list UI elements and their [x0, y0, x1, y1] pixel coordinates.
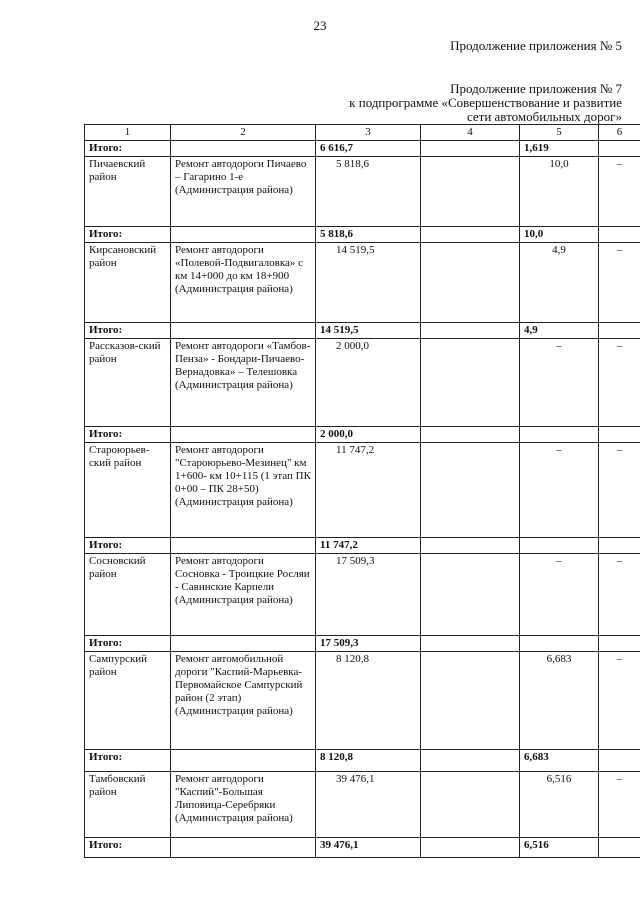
empty-cell: [421, 443, 520, 538]
total-empty: [599, 750, 640, 772]
empty-cell: [421, 339, 520, 427]
total-col5: 1,619: [520, 141, 599, 157]
district-name: Рассказов-ский район: [85, 339, 171, 427]
total-amount: 17 509,3: [316, 636, 421, 652]
total-empty: [171, 750, 316, 772]
table-row: [85, 772, 640, 838]
total-label: Итого:: [85, 227, 171, 243]
total-empty: [171, 636, 316, 652]
table-total-row: [85, 427, 640, 443]
total-amount: 11 747,2: [316, 538, 421, 554]
continuation-annex-5: Продолжение приложения № 5: [450, 38, 622, 53]
column-header-5: 5: [520, 125, 599, 141]
work-description: Ремонт автомобильной дороги "Каспий-Марьевка-Первомайское Сампурский район (2 этап) (Администрация района): [171, 652, 316, 750]
empty-cell: [421, 243, 520, 323]
total-empty: [599, 227, 640, 243]
table-row: [85, 652, 640, 750]
work-col6: –: [599, 443, 640, 538]
total-empty: [599, 538, 640, 554]
total-empty: [421, 427, 520, 443]
total-col5: [520, 538, 599, 554]
total-amount: 39 476,1: [316, 838, 421, 858]
empty-cell: [421, 157, 520, 227]
work-col6: –: [599, 339, 640, 427]
total-empty: [171, 538, 316, 554]
column-header-1: 1: [85, 125, 171, 141]
total-label: Итого:: [85, 427, 171, 443]
continuation-annex-7-line1: Продолжение приложения № 7: [450, 81, 622, 96]
total-col5: 6,516: [520, 838, 599, 858]
table-row: [85, 339, 640, 427]
work-amount: 8 120,8: [316, 652, 421, 750]
total-label: Итого:: [85, 323, 171, 339]
total-empty: [599, 636, 640, 652]
total-label: Итого:: [85, 141, 171, 157]
total-amount: 5 818,6: [316, 227, 421, 243]
work-col6: –: [599, 652, 640, 750]
total-col5: 6,683: [520, 750, 599, 772]
continuation-annex-7-line2: к подпрограмме «Совершенствование и развитие: [349, 95, 622, 110]
total-empty: [171, 141, 316, 157]
work-amount: 2 000,0: [316, 339, 421, 427]
work-description: Ремонт автодороги "Каспий"-Большая Липовица-Серебряки (Администрация района): [171, 772, 316, 838]
continuation-annex-7-line3: сети автомобильных дорог»: [466, 109, 622, 124]
page-number: 23: [313, 18, 327, 33]
total-col5: [520, 636, 599, 652]
column-header-4: 4: [421, 125, 520, 141]
annex-table: [84, 124, 640, 858]
total-empty: [421, 323, 520, 339]
work-col5: –: [520, 339, 599, 427]
work-col6: –: [599, 772, 640, 838]
total-amount: 14 519,5: [316, 323, 421, 339]
work-description: Ремонт автодороги Пичаево – Гагарино 1-е (Администрация района): [171, 157, 316, 227]
total-empty: [171, 323, 316, 339]
work-col6: –: [599, 243, 640, 323]
total-label: Итого:: [85, 538, 171, 554]
total-empty: [421, 538, 520, 554]
total-label: Итого:: [85, 838, 171, 858]
work-col6: –: [599, 157, 640, 227]
empty-cell: [421, 652, 520, 750]
column-header-6: 6: [599, 125, 640, 141]
table-total-row: [85, 538, 640, 554]
total-empty: [421, 750, 520, 772]
total-empty: [421, 141, 520, 157]
total-empty: [171, 427, 316, 443]
table-total-row: [85, 227, 640, 243]
total-label: Итого:: [85, 636, 171, 652]
empty-cell: [421, 554, 520, 636]
table-total-row: [85, 750, 640, 772]
total-empty: [599, 323, 640, 339]
column-header-3: 3: [316, 125, 421, 141]
total-empty: [421, 636, 520, 652]
work-col5: –: [520, 443, 599, 538]
work-description: Ремонт автодороги "Староюрьево-Мезинец" км 1+600- км 10+115 (1 этап ПК 0+00 – ПК 28+50) (Администрация района): [171, 443, 316, 538]
district-name: Сампурский район: [85, 652, 171, 750]
district-name: Тамбовский район: [85, 772, 171, 838]
total-amount: 8 120,8: [316, 750, 421, 772]
work-description: Ремонт автодороги «Полевой-Подвигаловка» с км 14+000 до км 18+900 (Администрация района): [171, 243, 316, 323]
column-header-2: 2: [171, 125, 316, 141]
work-amount: 5 818,6: [316, 157, 421, 227]
total-empty: [599, 427, 640, 443]
table-row: [85, 443, 640, 538]
total-empty: [171, 838, 316, 858]
total-label: Итого:: [85, 750, 171, 772]
district-name: Кирсановский район: [85, 243, 171, 323]
empty-cell: [421, 772, 520, 838]
table-row: [85, 157, 640, 227]
work-amount: 11 747,2: [316, 443, 421, 538]
total-amount: 2 000,0: [316, 427, 421, 443]
work-col5: 6,683: [520, 652, 599, 750]
district-name: Пичаевский район: [85, 157, 171, 227]
work-amount: 39 476,1: [316, 772, 421, 838]
work-col5: 10,0: [520, 157, 599, 227]
table-total-row: [85, 323, 640, 339]
work-description: Ремонт автодороги Сосновка - Троицкие Росляи - Савинские Карпели (Администрация района): [171, 554, 316, 636]
work-amount: 17 509,3: [316, 554, 421, 636]
table-row: [85, 554, 640, 636]
table-total-row: [85, 141, 640, 157]
work-description: Ремонт автодороги «Тамбов-Пенза» - Бондари-Пичаево-Вернадовка» – Телешовка (Администрация района): [171, 339, 316, 427]
work-col6: –: [599, 554, 640, 636]
total-amount: 6 616,7: [316, 141, 421, 157]
total-empty: [421, 227, 520, 243]
total-col5: 10,0: [520, 227, 599, 243]
continuation-annex-7: [349, 82, 622, 124]
total-empty: [599, 141, 640, 157]
column-number-row: [85, 125, 640, 141]
table-total-row: [85, 838, 640, 858]
total-empty: [599, 838, 640, 858]
total-empty: [421, 838, 520, 858]
district-name: Сосновский район: [85, 554, 171, 636]
work-col5: –: [520, 554, 599, 636]
total-col5: [520, 427, 599, 443]
district-name: Староюрьев-ский район: [85, 443, 171, 538]
total-col5: 4,9: [520, 323, 599, 339]
table-total-row: [85, 636, 640, 652]
total-empty: [171, 227, 316, 243]
table-row: [85, 243, 640, 323]
work-amount: 14 519,5: [316, 243, 421, 323]
work-col5: 6,516: [520, 772, 599, 838]
work-col5: 4,9: [520, 243, 599, 323]
